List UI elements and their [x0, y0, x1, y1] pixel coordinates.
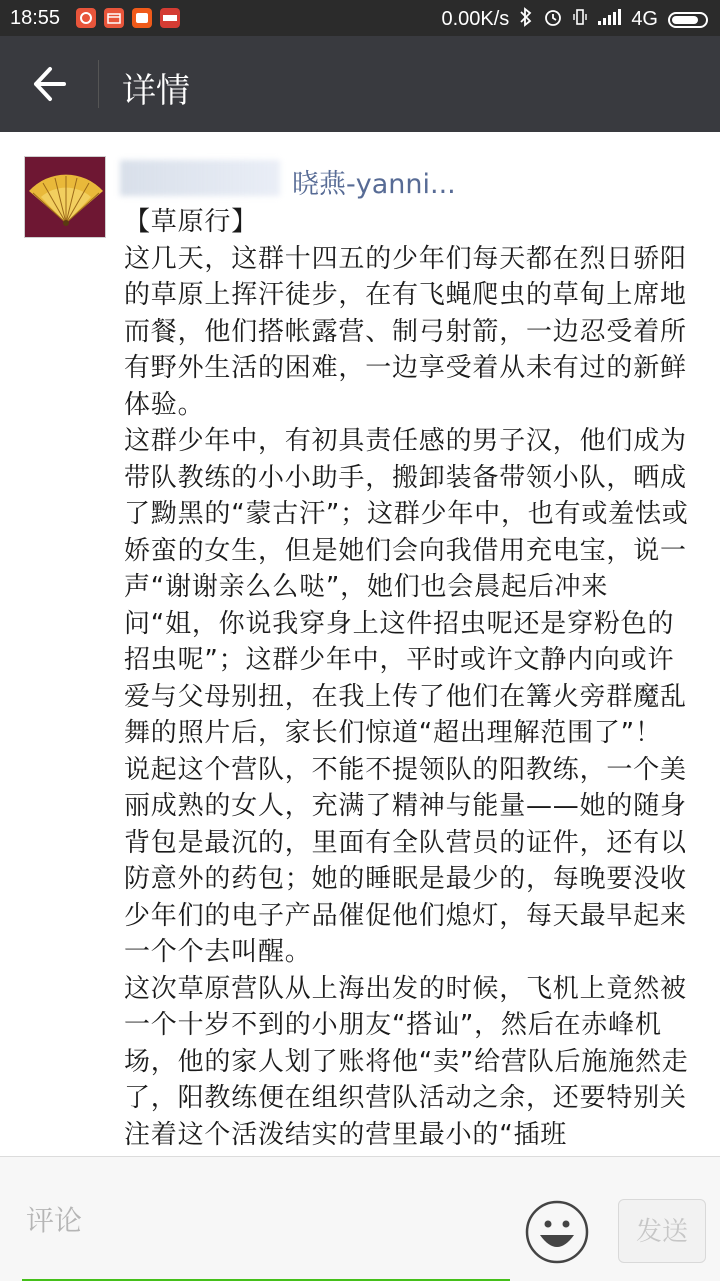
- nickname-text: 晓燕-yanni...: [292, 169, 456, 200]
- status-bar: [0, 0, 720, 36]
- post-title: 【草原行】: [124, 207, 259, 237]
- status-time: 18:55: [10, 7, 61, 29]
- post-text: [124, 204, 699, 1153]
- app-notification-icon: [76, 8, 96, 28]
- vibrate-icon: [573, 7, 587, 32]
- back-arrow-icon: [24, 56, 80, 112]
- mail-notification-icon: [104, 8, 124, 28]
- post-paragraph: 这群少年中，有初具责任感的男子汉，他们成为带队教练的小小助手，搬卸装备带领小队，晒成了黝黑的“蒙古汗”；这群少年中，也有或羞怯或娇蛮的女生，但是她们会向我借用充电宝，说一声“谢谢亲么么哒”，她们也会晨起后冲来问“姐，你说我穿身上这件招虫呢还是穿粉色的招虫呢”；这群少年中，平时或许文静内向或许爱与父母别扭，在我上传了他们在篝火旁群魔乱舞的照片后，家长们惊道“超出理解范围了”！: [124, 426, 689, 748]
- network-type: 4G: [631, 8, 658, 30]
- avatar[interactable]: [24, 156, 106, 238]
- app-bar-divider: [98, 60, 99, 108]
- moment-detail: [0, 132, 720, 1156]
- post-paragraph: 这几天，这群十四五的少年们每天都在烈日骄阳的草原上挥汗徒步，在有飞蝇爬虫的草甸上席地而餐，他们搭帐露营、制弓射箭，一边忍受着所有野外生活的困难，一边享受着从未有过的新鲜体验。: [124, 243, 687, 420]
- comment-bar: [0, 1156, 720, 1281]
- back-button[interactable]: [24, 56, 80, 112]
- app-bar: [0, 36, 720, 132]
- signal-icon: [597, 8, 621, 31]
- emoji-button[interactable]: [524, 1199, 590, 1265]
- network-speed: 0.00K/s: [441, 8, 510, 30]
- folding-fan-image: [25, 157, 106, 238]
- page-title: 详情: [122, 71, 190, 111]
- toutiao-notification-icon: [160, 8, 180, 28]
- taobao-notification-icon: [132, 8, 152, 28]
- nickname[interactable]: [124, 162, 684, 201]
- battery-icon: [668, 12, 708, 28]
- comment-input[interactable]: [24, 1201, 512, 1239]
- bluetooth-icon: [519, 7, 533, 32]
- alarm-icon: [543, 7, 563, 32]
- post-paragraph: 这次草原营队从上海出发的时候，飞机上竟然被一个十岁不到的小朋友“搭讪”，然后在赤峰机场，他的家人划了账将他“卖”给营队后施施然走了，阳教练便在组织营队活动之余，还要特别关注着这个活泼结实的营里最小的“插班: [124, 973, 689, 1150]
- send-button[interactable]: 发送: [618, 1199, 706, 1263]
- status-right-group: [441, 7, 708, 32]
- emoji-icon: [524, 1199, 590, 1265]
- post-paragraph: 说起这个营队，不能不提领队的阳教练，一个美丽成熟的女人，充满了精神与能量——她的随身背包是最沉的，里面有全队营员的证件，还有以防意外的药包；她的睡眠是最少的，每晚要没收少年们的电子产品催促他们熄灯，每天最早起来一个个去叫醒。: [124, 754, 687, 967]
